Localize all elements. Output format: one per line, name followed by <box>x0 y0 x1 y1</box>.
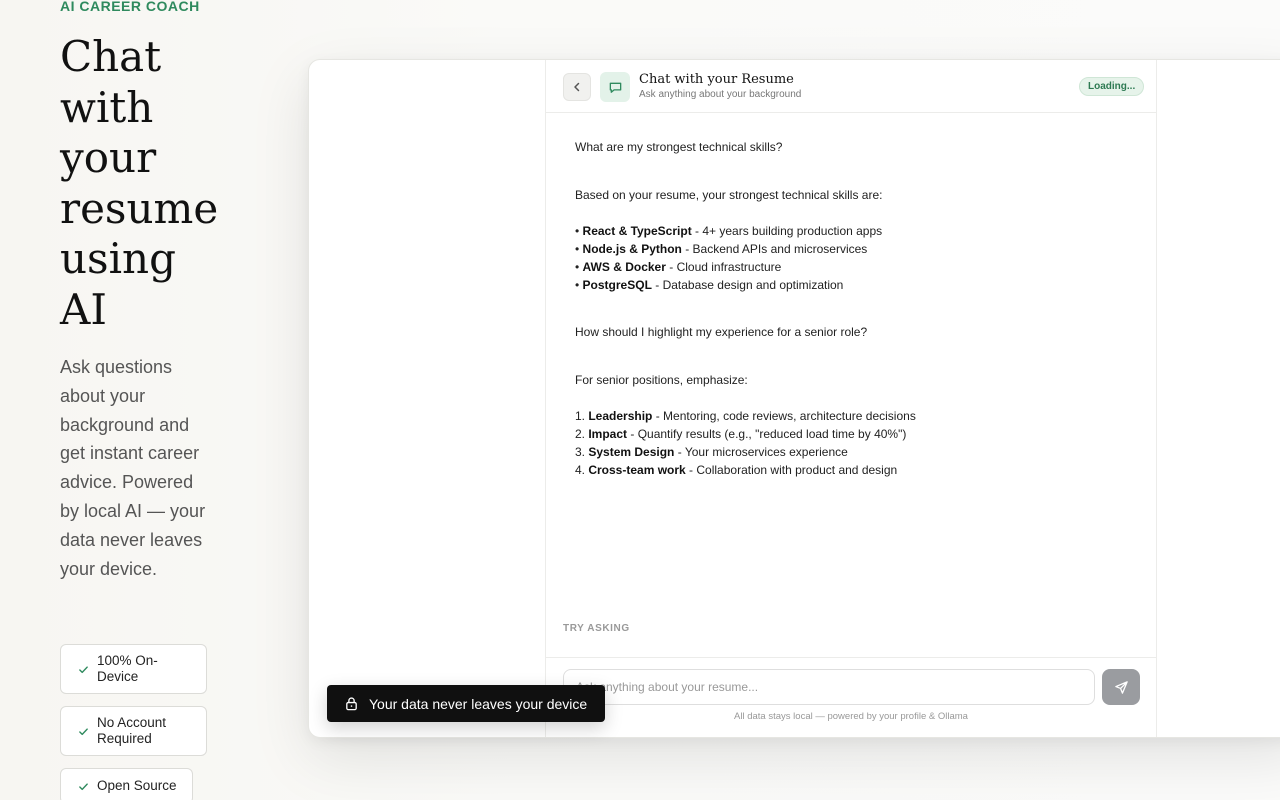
check-icon <box>77 780 89 792</box>
check-icon <box>77 663 89 675</box>
list-item: • PostgreSQL - Database design and optimization <box>575 278 844 292</box>
privacy-footnote: All data stays local — powered by your profile & Ollama <box>734 711 968 722</box>
back-button[interactable] <box>563 73 591 101</box>
chat-input[interactable] <box>563 669 1095 705</box>
list-item: 2. Impact - Quantify results (e.g., "reduced load time by 40%") <box>575 427 907 441</box>
toast-text: Your data never leaves your device <box>369 695 588 712</box>
hero-title: Chat with your resume using AI <box>60 32 219 334</box>
chevron-left-icon <box>571 81 583 93</box>
list-item: • AWS & Docker - Cloud infrastructure <box>575 260 782 274</box>
list-item: 4. Cross-team work - Collaboration with product and design <box>575 463 898 477</box>
assistant-message-intro: For senior positions, emphasize: <box>575 373 748 387</box>
app-window-preview <box>308 59 1280 738</box>
feature-badge-open-source <box>60 768 193 800</box>
hero-eyebrow: AI CAREER COACH <box>60 0 200 14</box>
list-item: 1. Leadership - Mentoring, code reviews, architecture decisions <box>575 409 916 423</box>
list-item: • Node.js & Python - Backend APIs and microservices <box>575 242 868 256</box>
feature-badge-label: Open Source <box>97 778 177 793</box>
try-asking-label: TRY ASKING <box>563 623 630 634</box>
composer <box>546 657 1156 738</box>
chat-title: Chat with your Resume <box>639 72 794 87</box>
feature-badge-label: 100% On-Device <box>97 653 158 684</box>
check-icon <box>77 725 89 737</box>
user-message: What are my strongest technical skills? <box>575 140 783 154</box>
user-message: How should I highlight my experience for a senior role? <box>575 325 868 339</box>
lock-icon <box>344 696 359 711</box>
chat-panel <box>545 60 1157 738</box>
status-badge: Loading... <box>1079 77 1144 96</box>
chat-subtitle: Ask anything about your background <box>639 89 802 100</box>
send-button[interactable] <box>1102 669 1140 705</box>
chat-header <box>546 60 1156 113</box>
list-item: • React & TypeScript - 4+ years building production apps <box>575 224 883 238</box>
feature-badge-on-device <box>60 644 207 694</box>
feature-badge-label: No Account Required <box>97 715 167 746</box>
feature-badge-no-account <box>60 706 207 756</box>
chat-bubble-icon <box>600 72 630 102</box>
send-icon <box>1114 680 1129 695</box>
list-item: 3. System Design - Your microservices experience <box>575 445 848 459</box>
assistant-message-intro: Based on your resume, your strongest technical skills are: <box>575 188 883 202</box>
hero-description: Ask questions about your background and get instant career advice. Powered by local AI — your data never leaves your device. <box>60 357 206 579</box>
privacy-toast <box>327 685 605 722</box>
